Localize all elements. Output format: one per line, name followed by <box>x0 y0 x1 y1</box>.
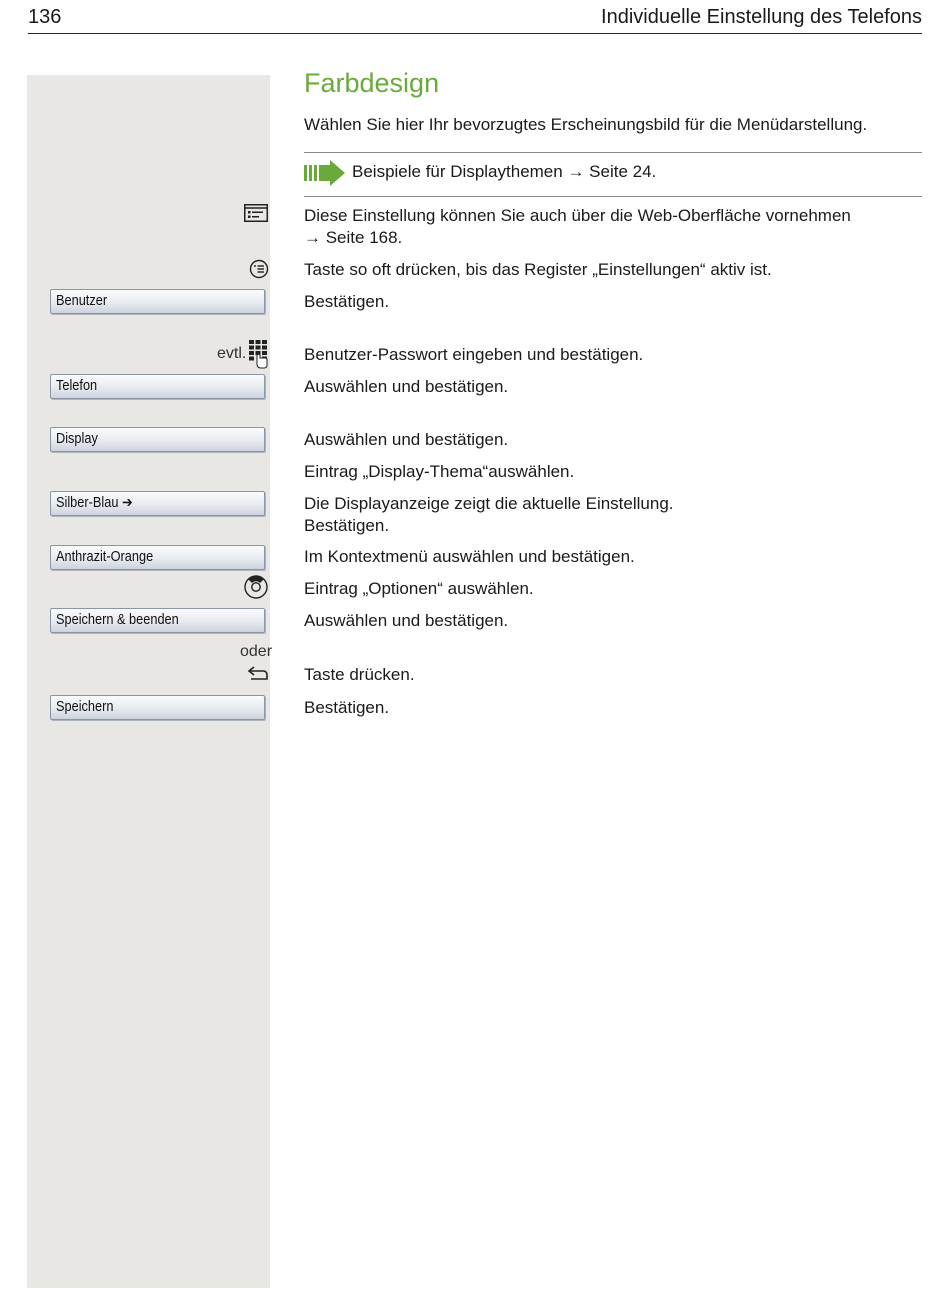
optional-label: evtl. <box>217 345 247 362</box>
section-heading: Farbdesign <box>304 68 440 98</box>
softkey-label: Speichern & beenden <box>56 612 179 628</box>
softkey-label: Telefon <box>56 378 98 394</box>
note-rule-top <box>304 152 922 153</box>
step-web-ref[interactable]: → Seite 168. <box>304 228 403 247</box>
softkey-display[interactable] <box>50 427 265 452</box>
step-current-setting: Die Displayanzeige zeigt die aktuelle Einstellung. <box>304 494 674 513</box>
back-key-icon[interactable] <box>247 665 269 681</box>
softkey-anthrazit-orange[interactable] <box>50 545 265 570</box>
softkey-label: Silber-Blau ➔ <box>56 495 133 511</box>
softkey-speichern[interactable] <box>50 695 265 720</box>
instruction-sidebar <box>27 75 273 1288</box>
note-text[interactable]: Beispiele für Displaythemen → Seite 24. <box>352 162 657 181</box>
step-press-key: Taste drücken. <box>304 665 415 684</box>
running-title: Individuelle Einstellung des Telefons <box>601 6 922 28</box>
menu-key-icon[interactable] <box>249 259 269 279</box>
page-number: 136 <box>28 6 62 28</box>
softkey-label: Speichern <box>56 699 114 715</box>
softkey-silber-blau[interactable] <box>50 491 265 516</box>
softkey-label: Benutzer <box>56 293 108 309</box>
softkey-benutzer[interactable] <box>50 289 265 314</box>
softkey-telefon[interactable] <box>50 374 265 399</box>
intro-text: Wählen Sie hier Ihr bevorzugtes Erscheinungsbild für die Menüdarstellung. <box>304 115 868 134</box>
step-current-confirm: Bestätigen. <box>304 516 390 535</box>
step-password: Benutzer-Passwort eingeben und bestätigen. <box>304 345 644 364</box>
step-theme-entry: Eintrag „Display-Thema“auswählen. <box>304 462 575 481</box>
softkey-speichern-beenden[interactable] <box>50 608 265 633</box>
header-divider <box>28 33 922 34</box>
green-arrow-icon <box>304 160 346 186</box>
step-confirm-user: Bestätigen. <box>304 292 390 311</box>
keypad-icon[interactable] <box>248 339 270 369</box>
step-save-exit: Auswählen und bestätigen. <box>304 611 509 630</box>
note-rule-bottom <box>304 196 922 197</box>
softkey-label: Display <box>56 431 98 447</box>
step-select-phone: Auswählen und bestätigen. <box>304 377 509 396</box>
softkey-label: Anthrazit-Orange <box>56 549 154 565</box>
step-confirm-save: Bestätigen. <box>304 698 390 717</box>
web-interface-icon <box>244 204 268 222</box>
navigator-down-icon[interactable] <box>244 575 268 599</box>
step-register-text: Taste so oft drücken, bis das Register „Einstellungen“ aktiv ist. <box>304 260 772 279</box>
step-context-menu: Im Kontextmenü auswählen und bestätigen. <box>304 547 635 566</box>
or-label: oder <box>240 643 273 660</box>
step-web-text: Diese Einstellung können Sie auch über die Web-Oberfläche vornehmen <box>304 206 851 225</box>
step-select-display: Auswählen und bestätigen. <box>304 430 509 449</box>
step-options-entry: Eintrag „Optionen“ auswählen. <box>304 579 534 598</box>
